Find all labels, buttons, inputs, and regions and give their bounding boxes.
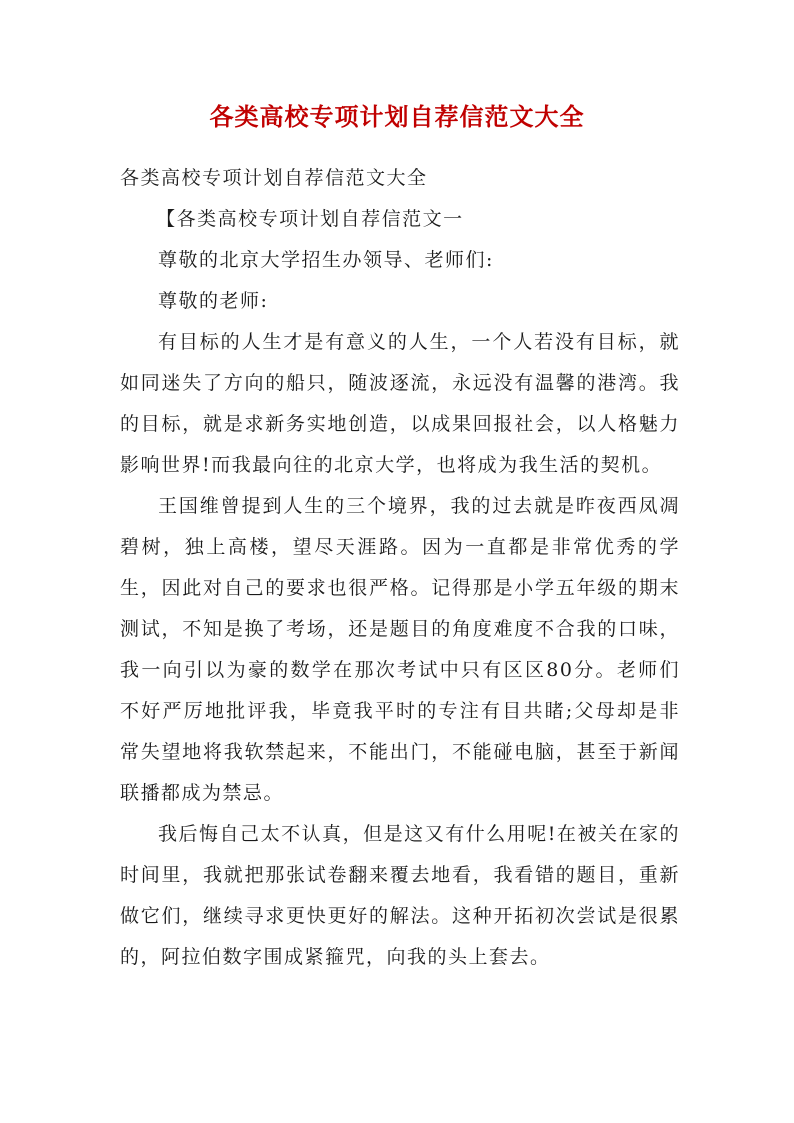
paragraph-salutation-1: 尊敬的北京大学招生办领导、老师们: <box>158 249 494 271</box>
document-body <box>120 158 680 978</box>
document-title: 各类高校专项计划自荐信范文大全 <box>209 102 585 131</box>
paragraph-salutation-2: 尊敬的老师: <box>158 290 269 312</box>
paragraph-body-1: 有目标的人生才是有意义的人生，一个人若没有目标，就如同迷失了方向的船只，随波逐流，永远没有温馨的港湾。我的目标，就是求新务实地创造，以成果回报社会，以人格魅力影响世界!而我最向往的北京大学，也将成为我生活的契机。 <box>120 331 680 476</box>
paragraph-body-2: 王国维曾提到人生的三个境界，我的过去就是昨夜西凤凋碧树，独上高楼，望尽天涯路。因为一直都是非常优秀的学生，因此对自己的要求也很严格。记得那是小学五年级的期末测试，不知是换了考场，还是题目的角度难度不合我的口味，我一向引以为豪的数学在那次考试中只有区区80分。老师们不好严厉地批评我，毕竟我平时的专注有目共睹;父母却是非常失望地将我软禁起来，不能出门，不能碰电脑，甚至于新闻联播都成为禁忌。 <box>120 495 680 804</box>
paragraph-body-3: 我后悔自己太不认真，但是这又有什么用呢!在被关在家的时间里，我就把那张试卷翻来覆去地看，我看错的题目，重新做它们，继续寻求更快更好的解法。这种开拓初次尝试是很累的，阿拉伯数字围成紧箍咒，向我的头上套去。 <box>120 823 680 968</box>
paragraph-section-label: 【各类高校专项计划自荐信范文一 <box>156 208 464 230</box>
paragraph-heading: 各类高校专项计划自荐信范文大全 <box>120 167 428 189</box>
